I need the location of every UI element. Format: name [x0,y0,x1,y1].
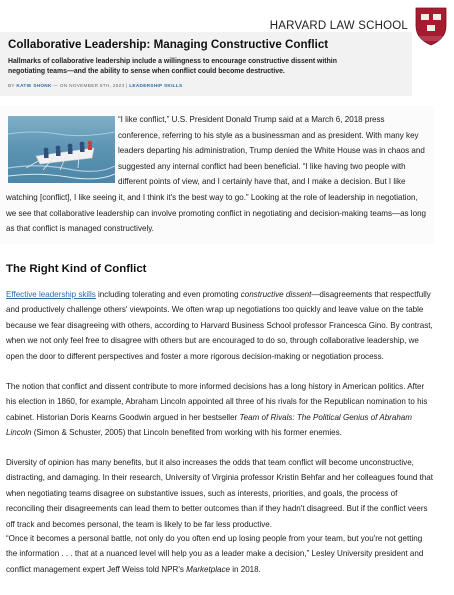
p1-text-b: —disagreements that respectfully and productively challenge others' viewpoints. We often wrap up negotiations too quickly and leave value on the table because we fear disagreeing with others, according to Harvard Business School professor Francesca Gino. By contrast, when we not only feel free to disagree with others but are encouraged to do so, through collaborative leadership, we open the door to different perspectives and foster a more rigorous decision-making or negotiation process. [6,290,433,361]
category-link[interactable]: LEADERSHIP SKILLS [129,83,183,88]
p4-text-b: in 2018. [229,564,261,574]
program-title: Marketplace [186,564,230,574]
site-brand[interactable]: HARVARD LAW SCHOOL [269,20,408,32]
p1-emphasis: constructive dissent [240,290,312,299]
photo-float-spacer [6,112,118,189]
section-heading: The Right Kind of Conflict [6,263,147,275]
intro-text: “I like conflict,” U.S. President Donald Trump said at a March 6, 2018 press conference, referring to his style as a businessman and as president. With many key leaders departing his administration, Trump denied the White House was in chaos and suggested any internal conflict had been beneficial. “I like having two people with different points of view, and I certainly have that, and I make a decision. But I like watching [conflict], I like seeing it, and I think it's the best way to go.” Looking at the role of leadership in negotiation, we see that collaborative leadership can involve promoting conflict in negotiating and decision-making teams—as long as that conflict is managed constructively. [6,115,427,234]
p2-text-a: The notion that conflict and dissent contribute to more informed decisions has a long history in American politics. After his election in 1860, for example, Abraham Lincoln appointed all three of his rivals for the Republican nomination to his cabinet. Historian Doris Kearns Goodwin argued in her bestseller [6,382,428,422]
article-title: Collaborative Leadership: Managing Constructive Conflict [8,38,329,51]
author-link[interactable]: KATIE SHONK [16,83,52,88]
byline [8,83,182,88]
byline-date: — ON NOVEMBER 6TH, 2023 | [53,83,128,88]
book-title: Team of Rivals: The Political Genius of Abraham Lincoln [6,412,412,438]
leadership-skills-link[interactable]: Effective leadership skills [6,290,96,299]
p4-text-a: “Once it becomes a personal battle, not only do you often end up losing people from your team, but you're not getting the information . . . that at a nuanced level will help you as a leader make a decision,” Lesley University president and conflict management expert Jeff Weiss told NPR's [6,534,424,574]
intro-paragraph [6,112,428,237]
article-dek: Hallmarks of collaborative leadership include a willingness to encourage constructive dissent within negotiating teams—and the ability to sense when conflict could become destructive. [8,58,337,75]
harvard-shield-logo[interactable] [414,6,448,46]
body-paragraph-1 [6,287,434,364]
byline-prefix: BY [8,83,15,88]
body-paragraph-3: Diversity of opinion has many benefits, but it also increases the odds that team conflict will become unconstructive, distracting, and damaging. In their research, University of Virginia professor Kristin Behfar and her colleagues found that when negotiating teams disagree on substantive issues, such as interests, priorities, and goals, the process of reconciling their disagreements can lead them to better outcomes than if they hadn't disagreed. But if the conflict veers off track and becomes personal, the team is likely to be far less productive. [6,458,434,529]
body-paragraph-2 [6,379,434,441]
p2-text-b: (Simon & Schuster, 2005) that Lincoln benefited from working with his former enemies. [31,428,342,438]
body-paragraph-4 [6,531,434,577]
p1-text-a: including tolerating and even promoting [95,290,241,299]
